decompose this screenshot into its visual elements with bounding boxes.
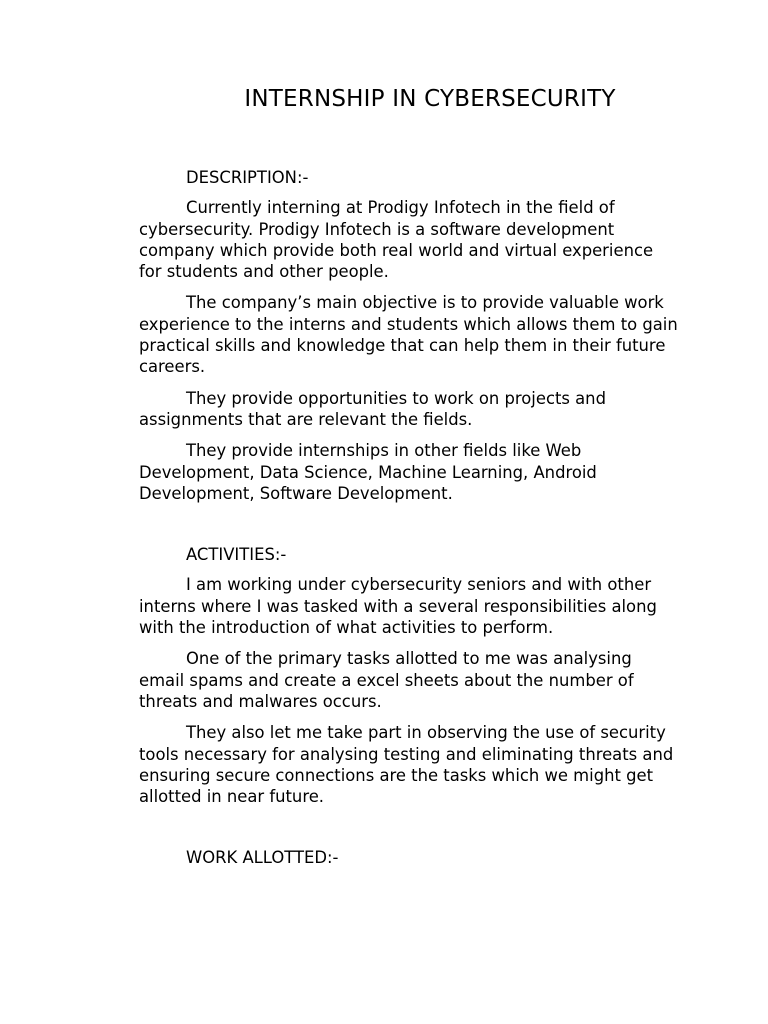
work-allotted-heading: WORK ALLOTTED:- [186, 848, 339, 868]
section-spacer [139, 817, 679, 847]
section-spacer [139, 514, 679, 544]
description-paragraph-2: The company’s main objective is to provide valuable work experience to the interns and students which allows them to gain practical skills and knowledge that can help them in their future careers. [139, 293, 678, 377]
document-title: INTERNSHIP IN CYBERSECURITY [244, 86, 616, 112]
description-heading: DESCRIPTION:- [186, 168, 309, 187]
description-paragraph-3: They provide opportunities to work on projects and assignments that are relevant the fields. [139, 388, 606, 429]
activities-paragraph-1: I am working under cybersecurity seniors and with other interns where I was tasked with a several responsibilities along with the introduction of what activities to perform. [139, 575, 657, 638]
description-paragraph-4: They provide internships in other fields like Web Development, Data Science, Machine Learning, Android Development, Software Development. [139, 441, 597, 503]
description-paragraph-1: Currently interning at Prodigy Infotech in the field of cybersecurity. Prodigy Infotech is a software development company which provide both real world and virtual experience for students and other people. [139, 198, 654, 282]
activities-paragraph-2: One of the primary tasks allotted to me was analysing email spams and create a excel sheets about the number of threats and malwares occurs. [139, 649, 634, 711]
activities-paragraph-3: They also let me take part in observing the use of security tools necessary for analysing testing and eliminating threats and ensuring secure connections are the tasks which we might get allotted in near future. [139, 723, 674, 807]
activities-heading: ACTIVITIES:- [186, 545, 287, 565]
document-body [139, 167, 679, 878]
